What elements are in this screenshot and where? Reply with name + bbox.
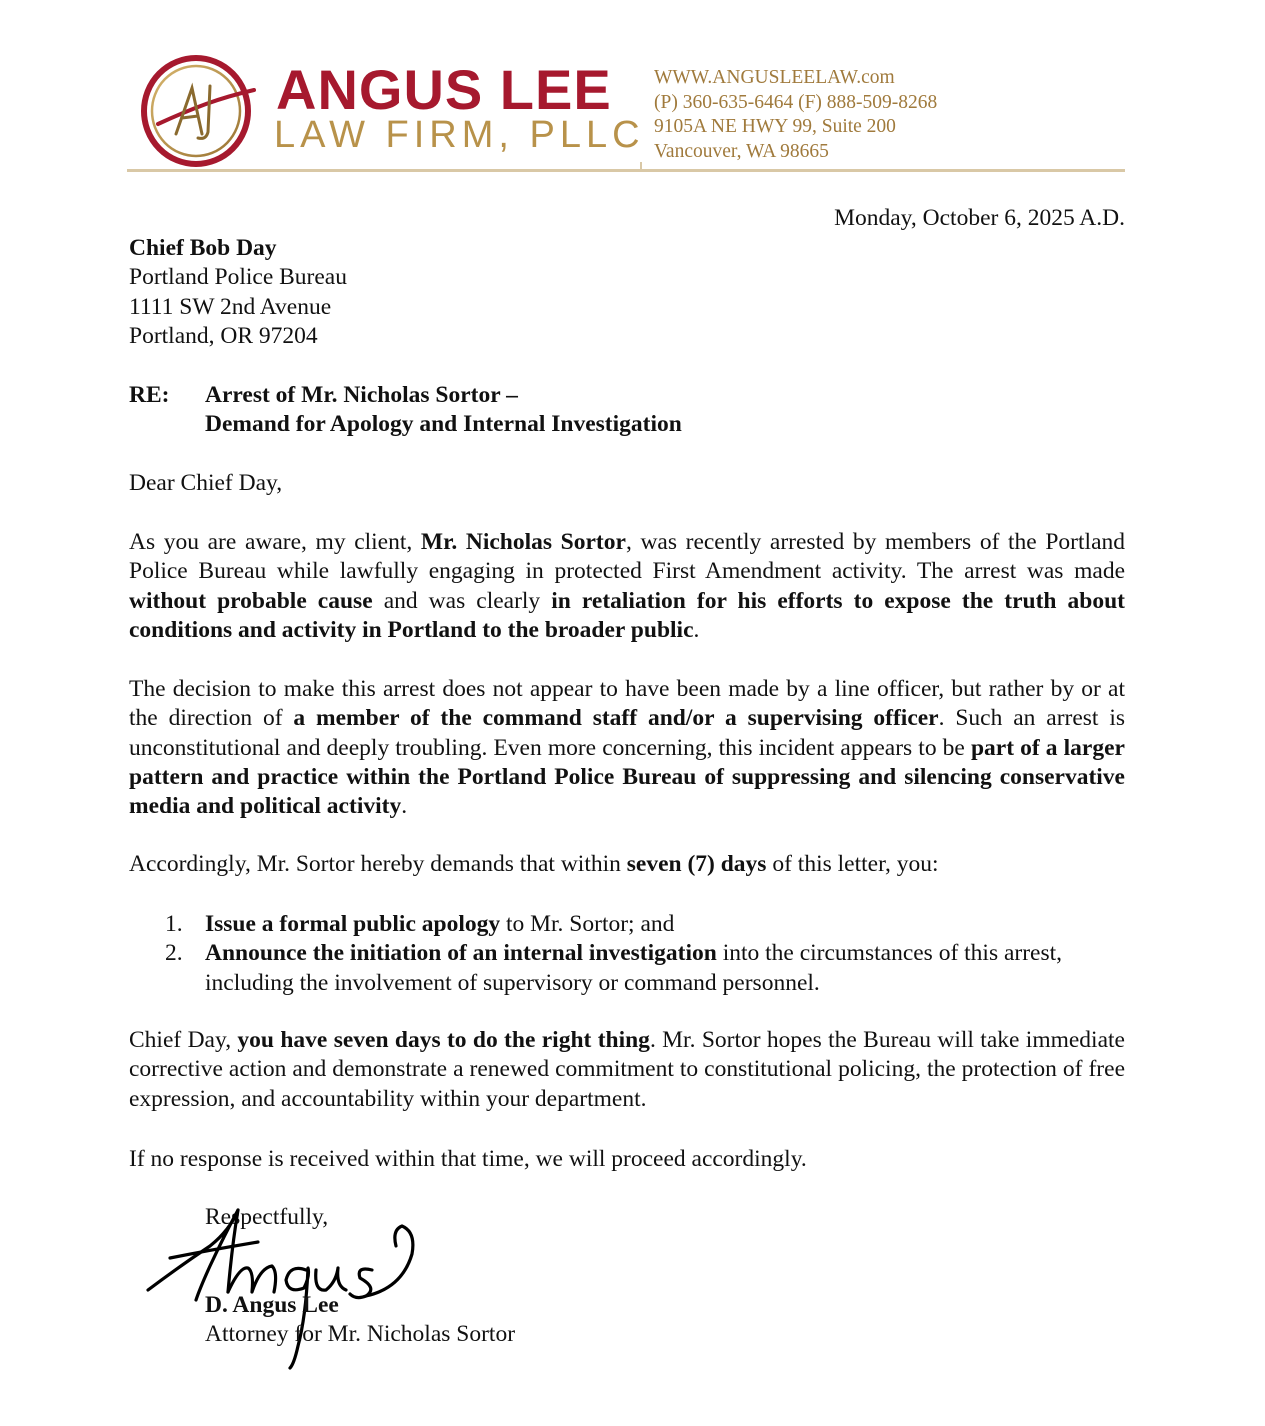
recipient-name: Chief Bob Day xyxy=(129,235,277,261)
signer-title: Attorney for Mr. Nicholas Sortor xyxy=(205,1321,516,1347)
demands-list xyxy=(165,910,1085,998)
paragraph-3 xyxy=(129,850,1125,879)
demand-item-2 xyxy=(165,939,1085,998)
p1-bold-3: in retaliation for his efforts to expose the truth about conditions and activity in Portland to the broader public xyxy=(129,587,1125,643)
letter-date: Monday, October 6, 2025 A.D. xyxy=(834,205,1125,231)
closing: Respectfully, xyxy=(205,1204,329,1230)
paragraph-1 xyxy=(129,528,1125,645)
p2-text-1: The decision to make this arrest does not appear to have been made by a line officer, but rather by or at the direction of xyxy=(129,676,1125,732)
recipient-address xyxy=(129,234,347,351)
signer-name: D. Angus Lee xyxy=(205,1292,339,1318)
demand-bold-text: Issue a formal public apology xyxy=(205,911,501,937)
paragraph-4 xyxy=(129,1026,1125,1114)
p1-bold-1: Mr. Nicholas Sortor xyxy=(420,529,626,555)
demand-item-1 xyxy=(165,910,1085,939)
p1-text-3: and was clearly xyxy=(372,587,552,614)
p3-bold-1: seven (7) days xyxy=(626,851,767,877)
firm-logo-emblem xyxy=(136,52,260,172)
recipient-city-state-zip: Portland, OR 97204 xyxy=(129,322,318,349)
p4-bold-1: you have seven days to do the right thing xyxy=(237,1027,650,1053)
firm-phone-fax: (P) 360-635-6464 (F) 888-509-8268 xyxy=(654,91,938,113)
paragraph-5: If no response is received within that time, we will proceed accordingly. xyxy=(129,1146,807,1172)
firm-subtitle: LAW FIRM, PLLC xyxy=(274,114,645,156)
paragraph-2 xyxy=(129,675,1125,821)
demand-text: to Mr. Sortor; and xyxy=(500,911,675,937)
p1-text-1: As you are aware, my client, xyxy=(129,529,421,555)
p2-bold-1: a member of the command staff and/or a supervising officer xyxy=(293,705,939,732)
p2-bold-2: part of a larger pattern and practice within the Portland Police Bureau of suppressing and silencing conservative media and political activity xyxy=(129,734,1125,820)
p3-text-2: of this letter, you: xyxy=(766,851,939,877)
re-subject-line1: Arrest of Mr. Nicholas Sortor – xyxy=(205,382,518,408)
p4-text-2: . Mr. Sortor hopes the Bureau will take immediate corrective action and demonstrate a renewed commitment to constitutional policing, the protection of free expression, and accountability within your department. xyxy=(129,1027,1125,1112)
firm-contact-block xyxy=(654,66,937,164)
re-subject xyxy=(205,381,682,440)
demand-text: into the circumstances of this arrest, including the involvement of supervisory or command personnel. xyxy=(205,940,1063,996)
firm-address-line2: Vancouver, WA 98665 xyxy=(654,140,829,162)
firm-website[interactable]: WWW.ANGUSLEELAW.com xyxy=(654,67,895,88)
p3-text-1: Accordingly, Mr. Sortor hereby demands that within xyxy=(129,851,627,877)
firm-name: ANGUS LEE xyxy=(276,58,612,121)
p2-text-3: . xyxy=(401,793,408,820)
p1-text-2: , was recently arrested by members of the Portland Police Bureau while lawfully engaging in protected First Amendment activity. The arrest was made xyxy=(129,529,1125,585)
p1-text-4: . xyxy=(693,616,700,643)
demand-number: 2. xyxy=(165,940,183,967)
salutation: Dear Chief Day, xyxy=(129,470,283,496)
firm-address-line1: 9105A NE HWY 99, Suite 200 xyxy=(654,116,896,137)
p4-text-1: Chief Day, xyxy=(129,1027,238,1053)
demand-number: 1. xyxy=(165,911,183,937)
demand-bold-text: Announce the initiation of an internal investigation xyxy=(205,940,717,967)
recipient-organization: Portland Police Bureau xyxy=(129,264,347,291)
re-label: RE: xyxy=(129,382,170,408)
p1-bold-2: without probable cause xyxy=(129,587,373,614)
letterhead-divider xyxy=(127,169,1125,172)
re-subject-line2: Demand for Apology and Internal Investigation xyxy=(205,411,682,438)
p2-text-2: . Such an arrest is unconstitutional and deeply troubling. Even more concerning, this incident appears to be xyxy=(129,705,1126,761)
recipient-street: 1111 SW 2nd Avenue xyxy=(129,293,332,320)
